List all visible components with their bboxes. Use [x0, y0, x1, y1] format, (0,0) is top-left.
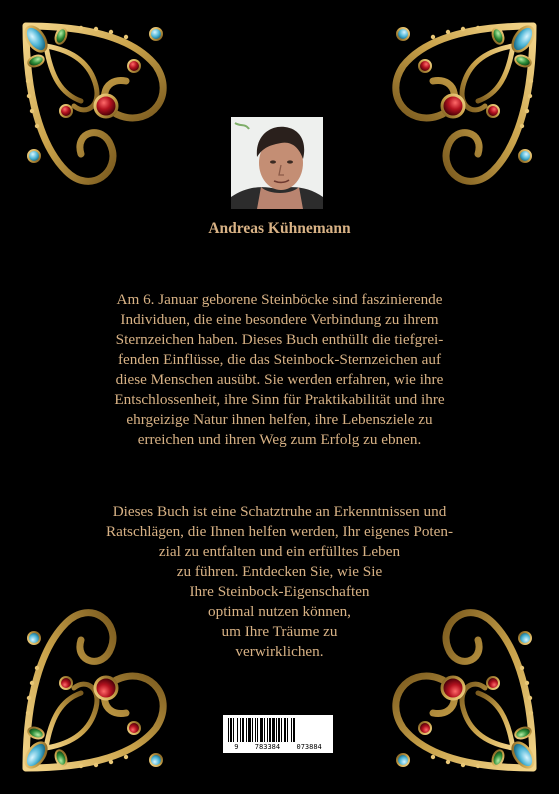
text-line: Ratschlägen, die Ihnen helfen werden, Ihr eigenes Poten- — [105, 523, 454, 540]
text-line: erreichen und ihren Weg zum Erfolg zu ebnen. — [137, 431, 422, 448]
text-line: zu führen. Entdecken Sie, wie Sie — [176, 563, 383, 580]
ornament-corner-icon — [378, 6, 553, 216]
barcode-bar — [269, 718, 271, 742]
barcode-digits — [223, 743, 333, 751]
barcode-bar — [281, 718, 282, 742]
text-line: um Ihre Träume zu — [221, 623, 338, 640]
barcode-bar — [278, 718, 280, 742]
barcode-bar — [276, 718, 277, 742]
barcode-bar — [233, 718, 234, 742]
barcode-bar — [267, 718, 268, 742]
text-line: verwirklichen. — [235, 643, 324, 660]
barcode-bar — [248, 718, 251, 742]
barcode-bar — [242, 718, 244, 742]
text-line: Individuen, die eine besondere Verbindung zu ihrem — [120, 311, 439, 328]
barcode-bar — [255, 718, 256, 742]
barcode-bar — [291, 718, 292, 742]
barcode-bars — [228, 718, 328, 742]
text-line: ehrgeizige Natur ihnen helfen, ihre Lebensziele zu — [126, 411, 433, 428]
text-line: Dieses Buch ist eine Schatztruhe an Erkenntnissen und — [112, 503, 447, 520]
barcode-bar — [260, 718, 263, 742]
barcode-digit-group: 783384 — [254, 743, 281, 751]
barcode-bar — [230, 718, 232, 742]
text-line: Entschlossenheit, ihre Sinn für Praktikabilität und ihre — [114, 391, 445, 408]
text-line: Ihre Steinbock-Eigenschaften — [189, 583, 370, 600]
barcode-bar — [257, 718, 258, 742]
barcode-bar — [284, 718, 286, 742]
barcode-bar — [252, 718, 253, 742]
ornament-corner-icon — [6, 6, 181, 216]
barcode-bar — [240, 718, 241, 742]
barcode-bar — [246, 718, 247, 742]
isbn-barcode — [223, 715, 333, 753]
barcode-digit-group: 9 — [234, 743, 239, 751]
barcode-digit-group: 073884 — [296, 743, 322, 751]
author-photo — [231, 117, 323, 209]
author-name: Andreas Kühnemann — [208, 220, 351, 237]
description-paragraph-1 — [40, 290, 519, 450]
description-paragraph-2 — [40, 502, 519, 662]
barcode-bar — [272, 718, 275, 742]
text-line: Am 6. Januar geborene Steinböcke sind faszinierende — [116, 291, 443, 308]
barcode-bar — [237, 718, 238, 742]
barcode-bar — [228, 718, 229, 742]
barcode-bar — [293, 718, 295, 742]
text-line: optimal nutzen können, — [208, 603, 351, 620]
text-line: fenden Einflüsse, die das Steinbock-Sternzeichen auf — [117, 351, 442, 368]
text-line: diese Menschen ausübt. Sie werden erfahren, wie ihre — [115, 371, 444, 388]
text-line: zial zu entfalten und ein erfülltes Leben — [158, 543, 401, 560]
barcode-bar — [264, 718, 265, 742]
barcode-bar — [287, 718, 288, 742]
text-line: Sternzeichen haben. Dieses Buch enthüllt die tiefgrei- — [115, 331, 444, 348]
